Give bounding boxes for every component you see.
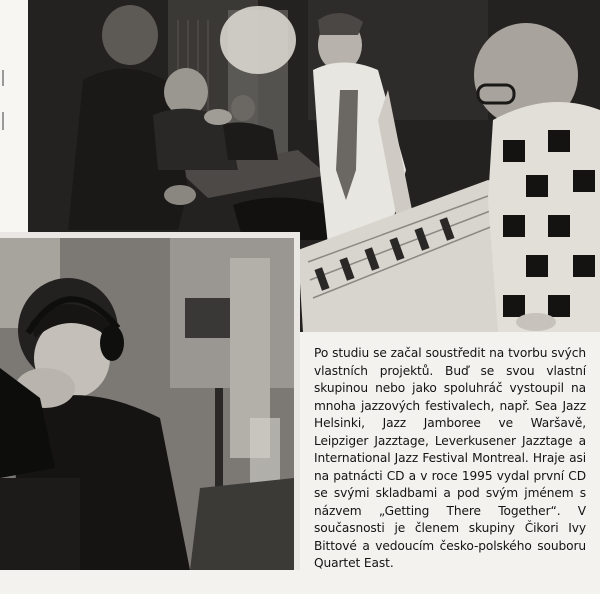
margin-mark bbox=[2, 112, 4, 130]
margin-mark bbox=[2, 70, 4, 86]
left-margin bbox=[0, 0, 28, 232]
musician-photo-art bbox=[0, 238, 294, 570]
biography-text: Po studiu se začal soustředit na tvorbu svých vlastních projektů. Buď se svou vlastní skupinou nebo jako spoluhráč vystoupil na mnoha jazzových festivalech, např. Sea Jazz Helsinki, Jazz Jamboree ve Waršavě, Leipziger Jazztage, Leverkusener Jazztage a International Jazz Festival Montreal. Hraje asi na patnácti CD a v roce 1995 vydal první CD se svými skladbami a pod svým jménem s názvem „Getting There Together“. V současnosti je členem skupiny Čikori Ivy Bittové a vedoucím česko-polského souboru Quartet East. bbox=[314, 346, 586, 570]
musician-headphones-photo bbox=[0, 232, 300, 570]
